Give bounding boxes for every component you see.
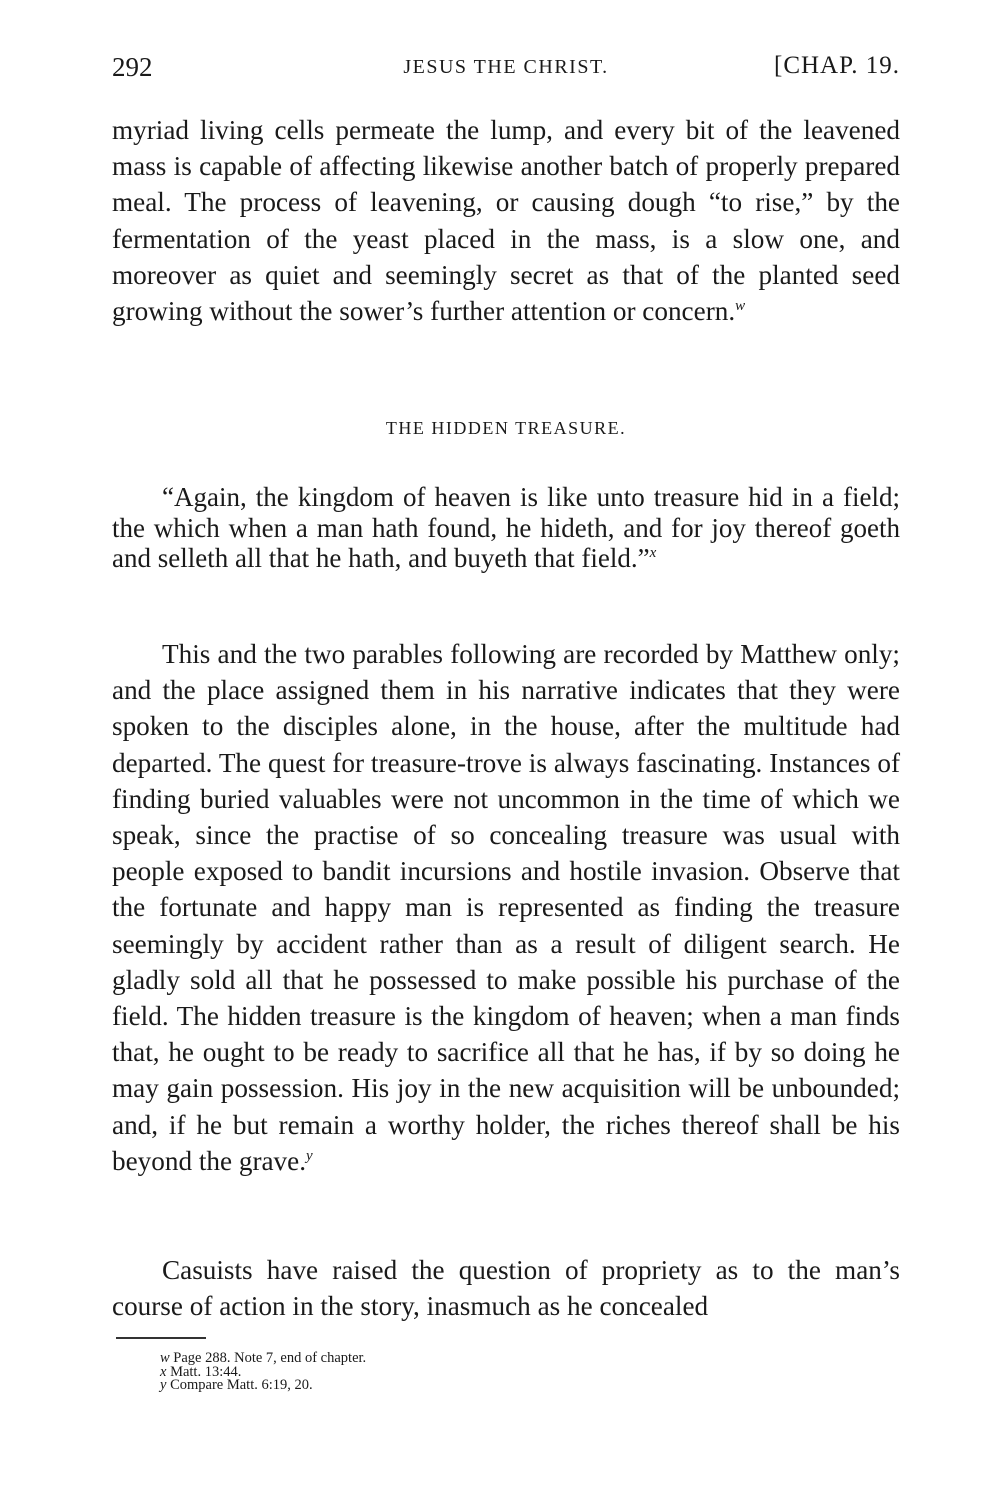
footnote-text: Page 288. Note 7, end of chapter. — [173, 1350, 367, 1366]
running-header — [112, 52, 900, 92]
footnote-mark-w: w — [735, 297, 746, 314]
footnote-mark: y — [160, 1377, 167, 1393]
footnote-mark-x: x — [649, 545, 657, 561]
page-number: 292 — [112, 52, 153, 82]
footnote — [160, 1379, 760, 1393]
running-title: JESUS THE CHRIST. — [403, 56, 609, 78]
scripture-quote — [112, 482, 900, 574]
footnote — [160, 1352, 760, 1366]
footnote-rule — [116, 1337, 206, 1339]
footnote-mark: w — [160, 1350, 170, 1366]
footnote-mark-y: y — [306, 1147, 313, 1164]
footnote-text: Matt. 13:44. — [170, 1363, 242, 1380]
paragraph-casuists — [112, 1252, 900, 1324]
paragraph-main-text: This and the two parables following are recorded by Matthew only; and the place assigned them in his narrative indicates that they were spoken to the disciples alone, in the house, after the multitude had departed. The quest for treasure-trove is always fascinating. Instances of finding buried valuables were not uncommon in the time of which we speak, since the practise of so concealing treasure was usual with people exposed to bandit incursions and hostile invasion. Observe that the fortunate and happy man is represented as finding the treasure seemingly by accident rather than as a result of diligent search. He gladly sold all that he possessed to make possible his purchase of the field. The hidden treasure is the kingdom of heaven; when a man finds that, he ought to be ready to sacrifice all that he has, if by so doing he may gain possession. His joy in the new acquisition will be unbounded; and, if he but remain a worthy holder, the riches thereof shall be his beyond the grave. — [112, 639, 900, 1176]
footnote-mark: x — [160, 1363, 167, 1380]
paragraph-main — [112, 636, 900, 1179]
paragraph-leaven — [112, 112, 900, 329]
footnotes — [160, 1352, 760, 1393]
chapter-reference: [CHAP. 19. — [774, 52, 900, 79]
section-heading: THE HIDDEN TREASURE. — [385, 418, 627, 438]
paragraph-casuists-text: Casuists have raised the question of propriety as to the man’s course of action in the story, inasmuch as he concealed — [112, 1255, 900, 1322]
footnote-text: Compare Matt. 6:19, 20. — [170, 1377, 313, 1393]
paragraph-leaven-text: myriad living cells permeate the lump, and every bit of the leavened mass is capable of affecting likewise another batch of properly prepared meal. The process of leavening, or causing dough “to rise,” by the fermentation of the yeast placed in the mass, is a slow one, and moreover as quiet and seemingly secret as that of the planted seed growing without the sower’s further attention or concern. — [112, 115, 900, 327]
scripture-quote-text: “Again, the kingdom of heaven is like unto treasure hid in a field; the which when a man hath found, he hideth, and for joy thereof goeth and selleth all that he hath, and buyeth that field.” — [112, 482, 900, 573]
